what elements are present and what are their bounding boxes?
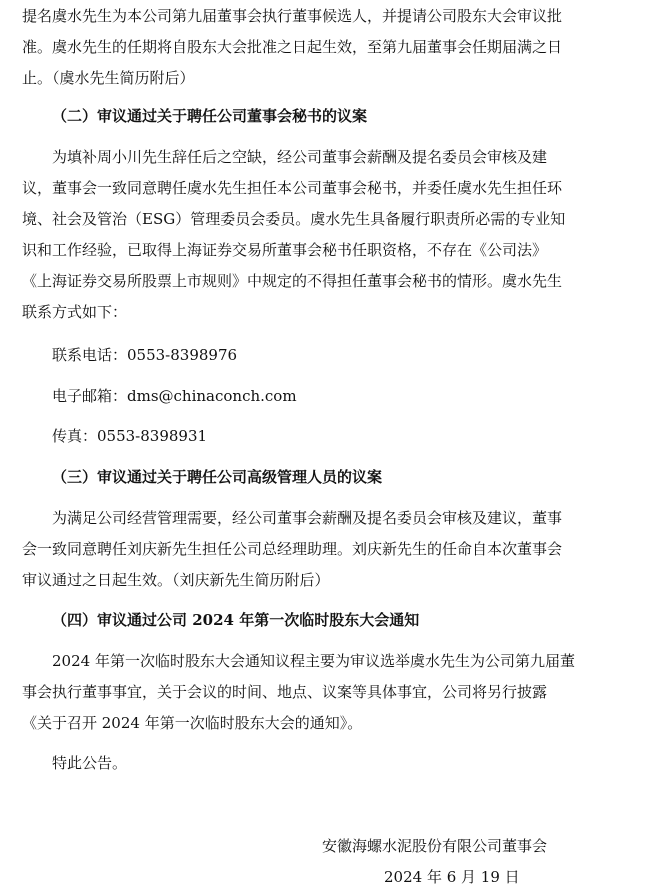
paragraph-line: 事会执行董事事宜，关于会议的时间、地点、议案等具体事宜，公司将另行披露	[22, 683, 548, 701]
paragraph-line: 《关于召开 2024 年第一次临时股东大会的通知》。	[22, 714, 363, 732]
paragraph-line: 会一致同意聘任刘庆新先生担任公司总经理助理。刘庆新先生的任命自本次董事会	[22, 540, 563, 558]
paragraph-line: 审议通过之日起生效。（刘庆新先生简历附后）	[22, 571, 330, 589]
signature-company: 安徽海螺水泥股份有限公司董事会	[322, 837, 548, 855]
paragraph-line: 议，董事会一致同意聘任虞水先生担任本公司董事会秘书，并委任虞水先生担任环	[22, 179, 563, 197]
section-heading: （四）审议通过公司 2024 年第一次临时股东大会通知	[52, 611, 420, 629]
paragraph-line: 为填补周小川先生辞任后之空缺，经公司董事会薪酬及提名委员会审核及建	[52, 148, 548, 166]
section-heading: （二）审议通过关于聘任公司董事会秘书的议案	[52, 107, 368, 125]
paragraph-line: 为满足公司经营管理需要，经公司董事会薪酬及提名委员会审核及建议，董事	[52, 509, 563, 527]
contact-fax: 传真：0553-8398931	[52, 427, 208, 445]
contact-phone: 联系电话：0553-8398976	[52, 346, 238, 364]
section-heading: （三）审议通过关于聘任公司高级管理人员的议案	[52, 468, 383, 486]
paragraph-line: 识和工作经验，已取得上海证券交易所董事会秘书任职资格，不存在《公司法》	[22, 241, 548, 259]
paragraph-line: 联系方式如下：	[22, 303, 128, 321]
paragraph-line: 提名虞水先生为本公司第九届董事会执行董事候选人，并提请公司股东大会审议批	[22, 7, 563, 25]
paragraph-line: 2024 年第一次临时股东大会通知议程主要为审议选举虞水先生为公司第九届董	[52, 652, 575, 670]
contact-email: 电子邮箱：dms@chinaconch.com	[52, 387, 297, 405]
paragraph-line: 境、社会及管治（ESG）管理委员会委员。虞水先生具备履行职责所必需的专业知	[22, 210, 566, 228]
paragraph-line: 止。（虞水先生简历附后）	[22, 69, 195, 87]
paragraph-line: 《上海证券交易所股票上市规则》中规定的不得担任董事会秘书的情形。虞水先生	[22, 272, 563, 290]
signature-date: 2024 年 6 月 19 日	[384, 868, 520, 886]
paragraph-line: 准。虞水先生的任期将自股东大会批准之日起生效，至第九届董事会任期届满之日	[22, 38, 563, 56]
closing-text: 特此公告。	[52, 754, 128, 772]
